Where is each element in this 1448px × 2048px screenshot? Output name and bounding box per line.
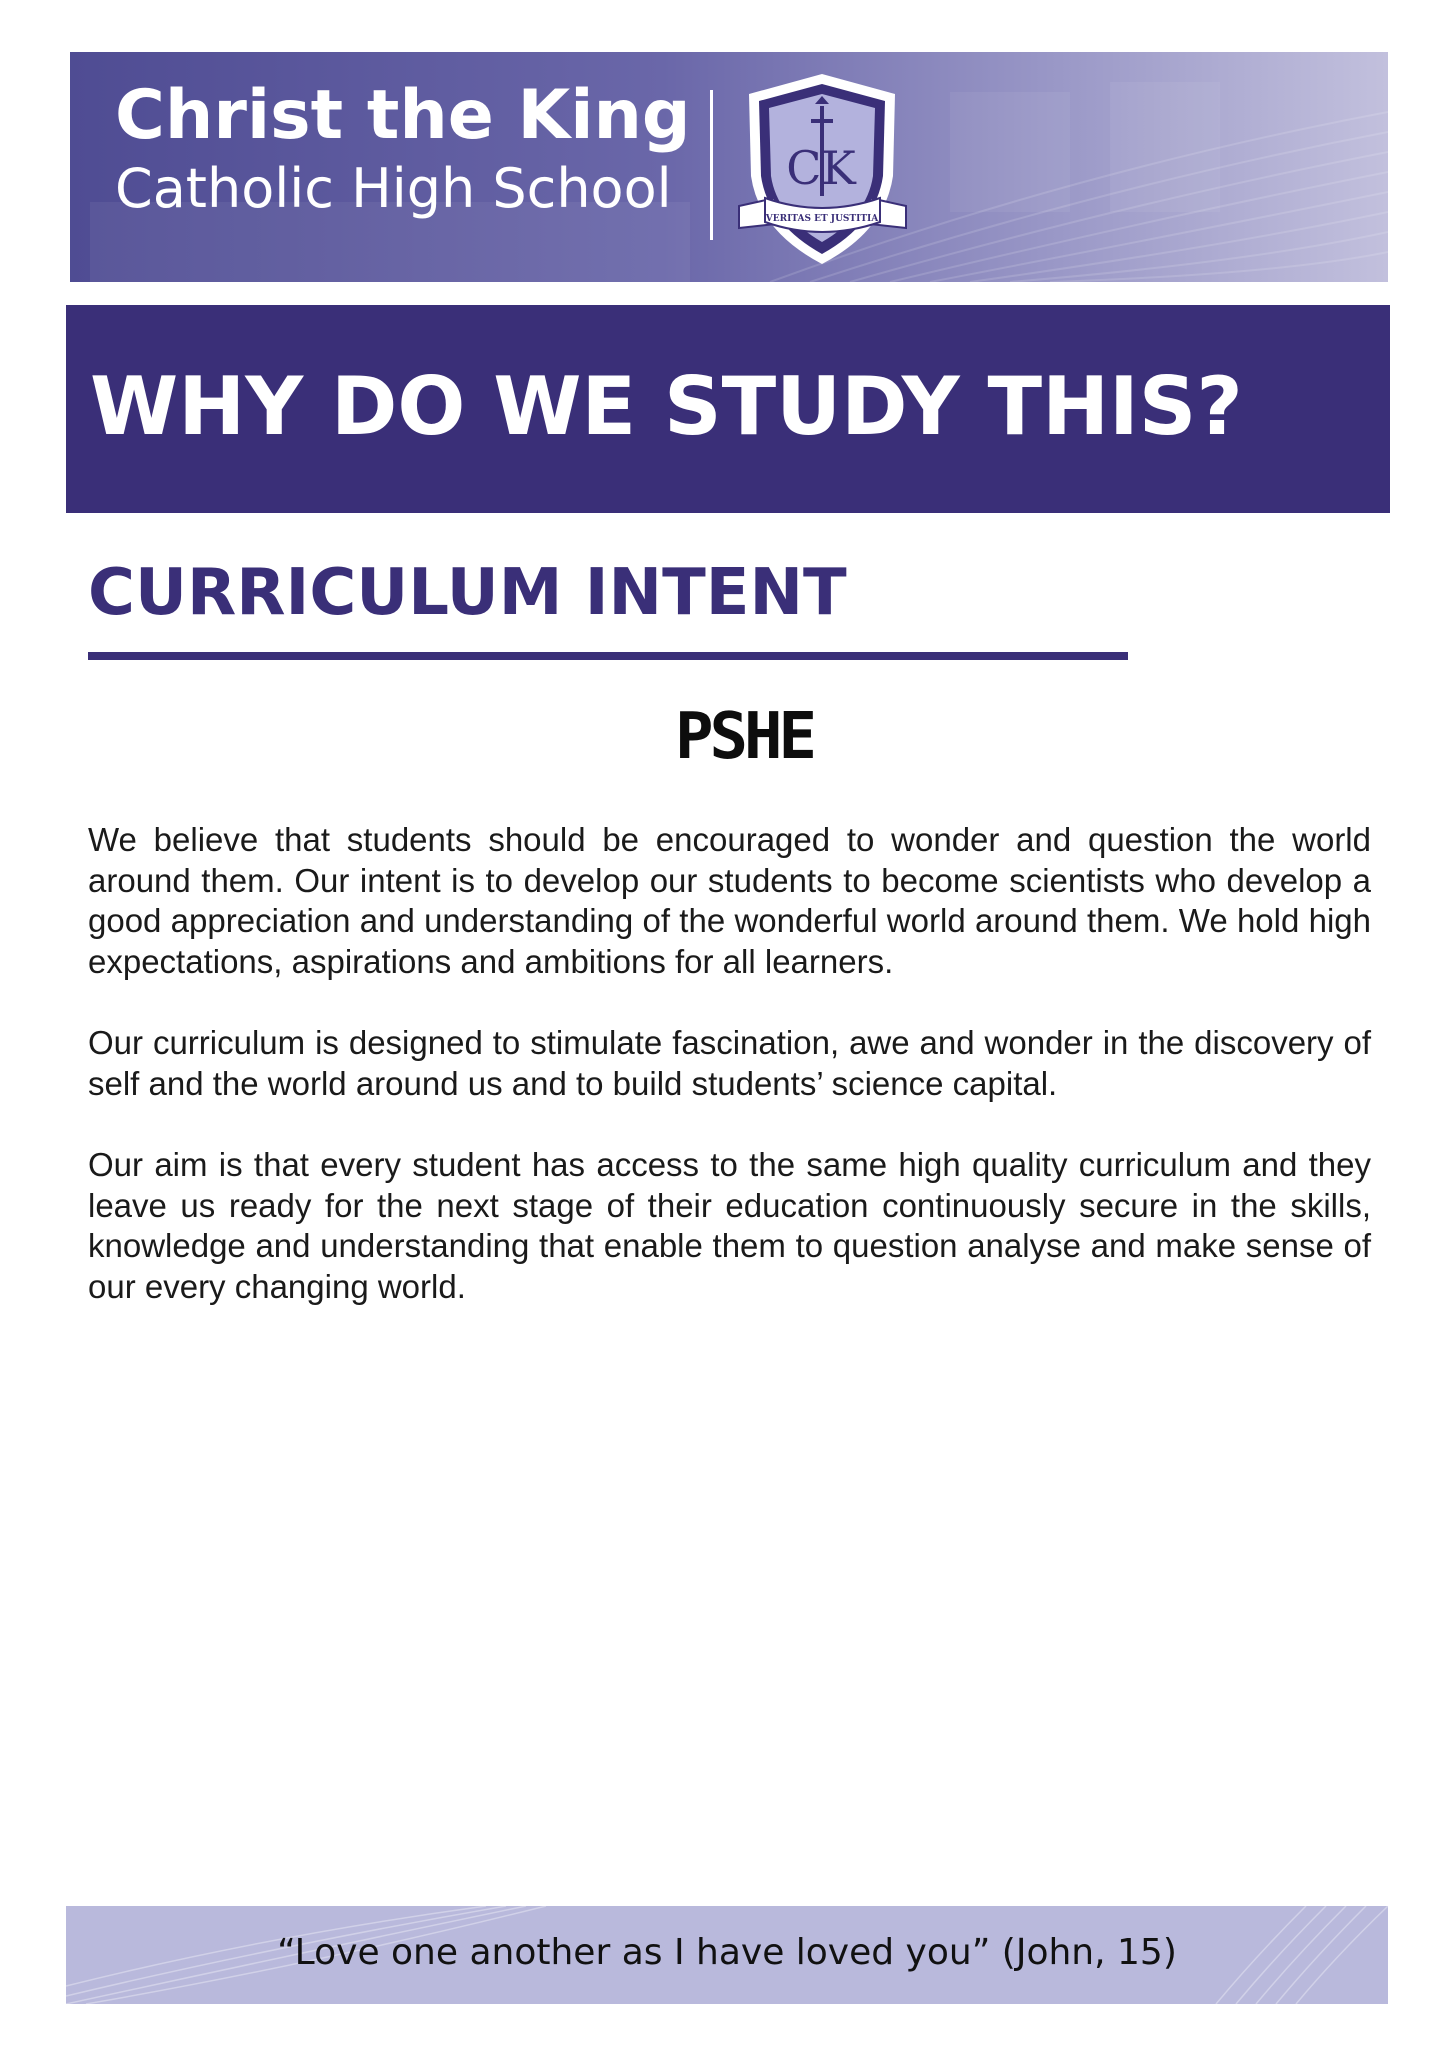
school-name	[115, 76, 691, 220]
svg-text:VERITAS ET JUSTITIA: VERITAS ET JUSTITIA	[765, 214, 879, 224]
section-underline	[88, 652, 1128, 660]
school-name-line1: Christ the King	[115, 76, 691, 155]
page-title: WHY DO WE STUDY THIS?	[90, 360, 1243, 453]
school-name-line2: Catholic High School	[115, 157, 672, 220]
footer-bar	[66, 1906, 1388, 2004]
intent-paragraph-2: Our curriculum is designed to stimulate fascination, awe and wonder in the discovery of self and the world around us and to build students’ science capital.	[88, 1024, 1371, 1102]
title-bar	[66, 305, 1390, 513]
section-heading: CURRICULUM INTENT	[88, 556, 847, 630]
school-banner	[70, 52, 1388, 282]
intent-body	[88, 820, 1371, 1348]
intent-paragraph-3: Our aim is that every student has access to the same high quality curriculum and they leave us ready for the next stage of their education continuously secure in the skills, knowledge and understanding that enable them to question analyse and make sense of our every changing world.	[88, 1146, 1371, 1305]
banner-divider	[710, 90, 713, 240]
svg-text:CK: CK	[786, 141, 856, 195]
footer-quote: “Love one another as I have loved you” (John, 15)	[277, 1932, 1177, 1973]
intent-paragraph-1: We believe that students should be encouraged to wonder and question the world around them. Our intent is to develop our students to become scientists who develop a good appreciation and understanding of the wonderful world around them. We hold high expectations, aspirations and ambitions for all learners.	[88, 821, 1371, 980]
subject-title: PSHE	[674, 700, 814, 774]
school-crest-logo	[735, 66, 910, 271]
